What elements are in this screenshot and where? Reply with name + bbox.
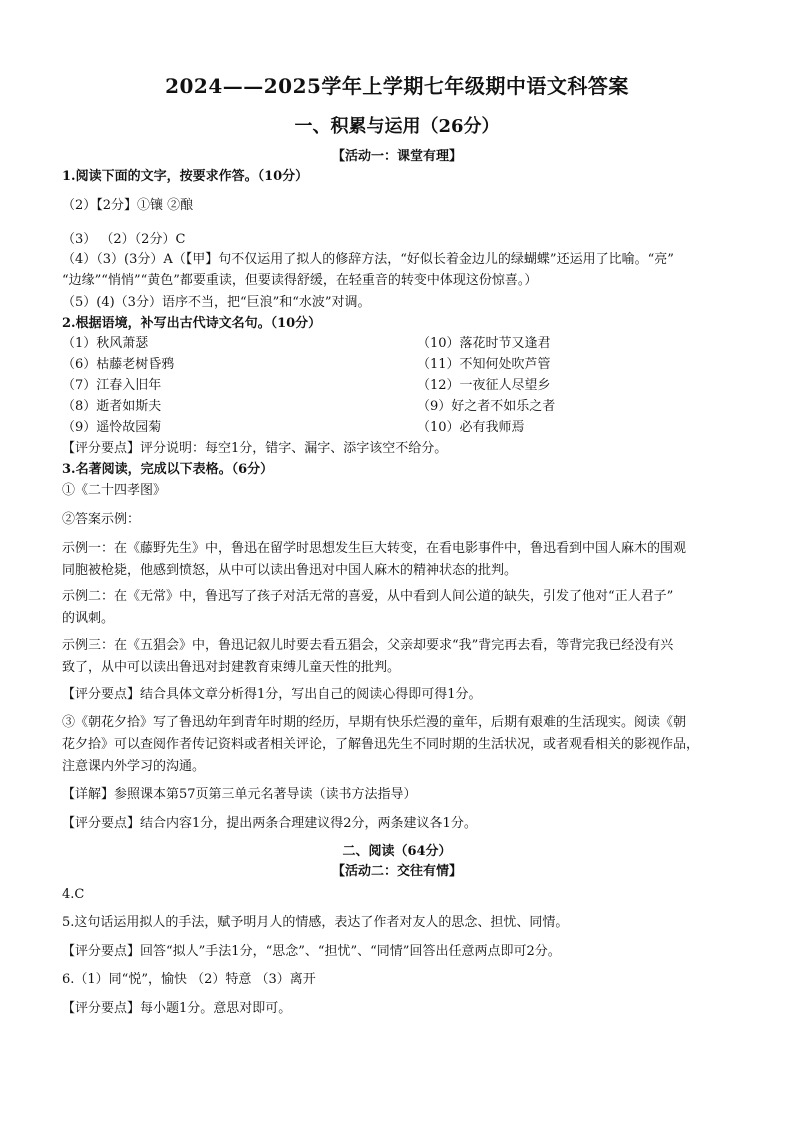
question-3-heading: 3.名著阅读，完成以下表格。（6分） xyxy=(62,462,274,477)
q3-scoring-note-2: 【评分要点】结合内容1分，提出两条合理建议得2分，两条建议各1分。 xyxy=(62,816,477,831)
q3-answer-3-line2: 花夕拾》可以查阅作者传记资料或者相关评论，了解鲁迅先生不同时期的生活状况，或者观看相关的影视作品， xyxy=(62,737,700,752)
q3-answer-3-line1: ③《朝花夕拾》写了鲁迅幼年到青年时期的经历，早期有快乐烂漫的童年，后期有艰难的生活现实。阅读《朝 xyxy=(62,715,687,730)
q2-left-item: （9）遥怜故园菊 xyxy=(62,420,162,435)
q3-answer-2-label: ②答案示例： xyxy=(62,512,141,527)
q2-scoring-note: 【评分要点】评分说明：每空1分，错字、漏字、添字该空不给分。 xyxy=(62,441,448,456)
q3-answer-1: ①《二十四孝图》 xyxy=(62,483,167,498)
q3-example-1-line2: 同胞被枪毙，他感到愤怒，从中可以读出鲁迅对中国人麻木的精神状态的批判。 xyxy=(62,563,518,578)
q2-left-item: （7）江春入旧年 xyxy=(62,378,162,393)
q2-right-item: （12）一夜征人尽望乡 xyxy=(417,378,551,393)
q5-answer: 5.这句话运用拟人的手法，赋予明月人的情感，表达了作者对友人的思念、担忧、同情。 xyxy=(62,915,569,930)
activity-1-heading: 【活动一：课堂有理】 xyxy=(331,149,462,164)
q6-answer: 6.（1）同“悦”，愉快 （2）特意 （3）离开 xyxy=(62,972,316,987)
section-2-heading: 二、阅读（64分） xyxy=(342,844,452,859)
q2-right-item: （10）必有我师焉 xyxy=(417,420,525,435)
q3-example-1-line1: 示例一：在《藤野先生》中，鲁迅在留学时思想发生巨大转变，在看电影事件中，鲁迅看到中国人麻木的围观 xyxy=(62,541,687,556)
q4-answer: 4.C xyxy=(62,887,85,902)
section-1-heading: 一、积累与运用（26分） xyxy=(294,116,500,137)
question-1-heading: 1.阅读下面的文字，按要求作答。（10分） xyxy=(62,169,309,184)
q1-answer-4-line2: “边缘”“悄悄”“黄色”都要重读，但要读得舒缓，在轻重音的转变中体现这份惊喜。） xyxy=(62,273,538,288)
q2-right-item: （9）好之者不如乐之者 xyxy=(417,399,556,414)
q2-right-item: （11）不知何处吹芦管 xyxy=(417,357,551,372)
page-title: 2024——2025学年上学期七年级期中语文科答案 xyxy=(165,74,629,98)
activity-2-heading: 【活动二：交往有情】 xyxy=(331,864,462,879)
q1-answer-4-line1: （4）（3）(3分）A（【甲】句不仅运用了拟人的修辞方法，“好似长着金边儿的绿蝴蝶”还运用了比喻。“亮” xyxy=(62,252,674,267)
q5-scoring-note: 【评分要点】回答“拟人”手法1分，“思念”、“担忧”、“同情”回答出任意两点即可2分。 xyxy=(62,944,561,959)
q2-right-item: （10）落花时节又逢君 xyxy=(417,336,551,351)
q3-example-2-line2: 的讽刺。 xyxy=(62,611,115,626)
q2-left-item: （1）秋风萧瑟 xyxy=(62,336,149,351)
q1-answer-2: （2）【2分】①镶 ②酿 xyxy=(62,198,194,213)
q3-scoring-note-1: 【评分要点】结合具体文章分析得1分，写出自己的阅读心得即可得1分。 xyxy=(62,687,482,702)
q2-left-item: （6）枯藤老树昏鸦 xyxy=(62,357,175,372)
q6-scoring-note: 【评分要点】每小题1分。意思对即可。 xyxy=(62,1001,292,1016)
question-2-heading: 2.根据语境，补写出古代诗文名句。（10分） xyxy=(62,316,322,331)
q3-detail: 【详解】参照课本第57页第三单元名著导读（读书方法指导） xyxy=(62,787,417,802)
q3-example-3-line1: 示例三：在《五猖会》中，鲁迅记叙儿时要去看五猖会，父亲却要求“我”背完再去看，等背完我已经没有兴 xyxy=(62,638,674,653)
q3-example-2-line1: 示例二：在《无常》中，鲁迅写了孩子对活无常的喜爱，从中看到人间公道的缺失，引发了他对“正人君子” xyxy=(62,589,674,604)
q1-answer-5: （5）(4)（3分）语序不当，把“巨浪”和“水波”对调。 xyxy=(62,295,371,310)
q2-left-item: （8）逝者如斯夫 xyxy=(62,399,162,414)
q3-answer-3-line3: 注意课内外学习的沟通。 xyxy=(62,759,206,774)
q1-answer-3: （3） （2）（2分）C xyxy=(62,232,186,247)
q3-example-3-line2: 致了，从中可以读出鲁迅对封建教育束缚儿童天性的批判。 xyxy=(62,660,401,675)
